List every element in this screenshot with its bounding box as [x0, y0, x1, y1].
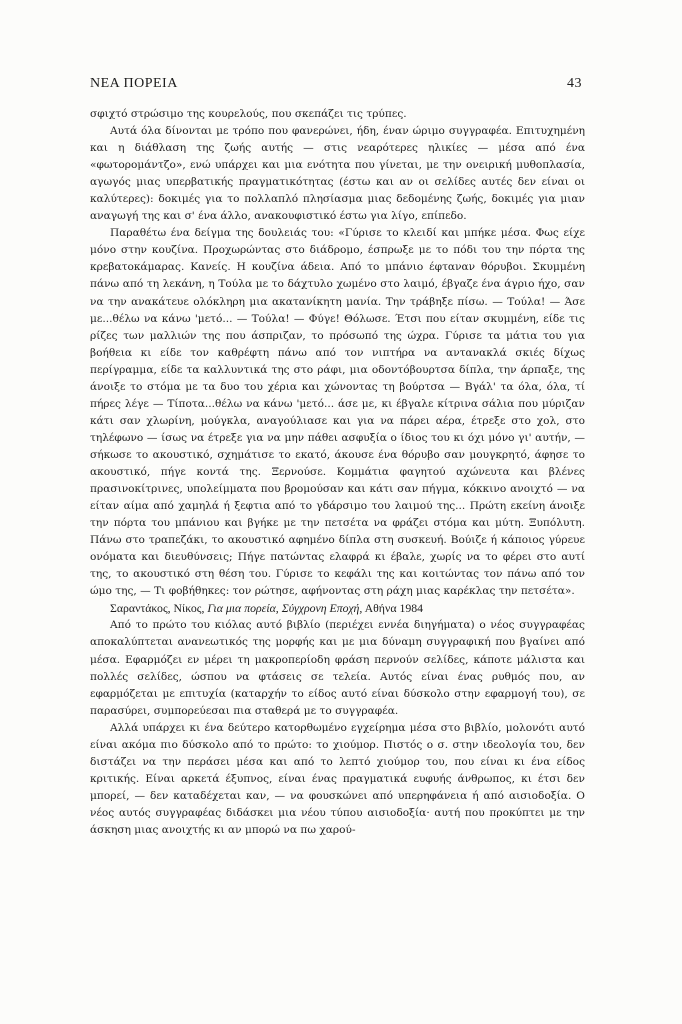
paragraph: Αλλά υπάρχει κι ένα δεύτερο κατορθωμένο εγχείρημα μέσα στο βιβλίο, μολονότι αυτό είναι ακόμα πιο δύσκολο από το πρώτο: το χιούμορ. Πιστός ο σ. στην ιδεολογία του, δεν διστάζει να την περάσει μέσα και από το λεπτό χιούμορ του, που είναι κι ένα είδος κριτικής. Είναι αρκετά έξυπνος, είναι ένας πραγματικά ευφυής άνθρωπος, κι έτσι δεν μπορεί, — δεν καταδέχεται καν, — να φουσκώνει από υπερηφάνεια ή από αισιοδοξία. Ο νέος αυτός συγγραφέας διδάσκει μια νέου τύπου αισιοδοξία· αυτή που προκύπτει με την άσκηση μιας ανοιχτής κι αν μπορώ να πω χαρού-	[90, 721, 585, 836]
article-body	[90, 106, 585, 839]
paragraph-continuation: σφιχτό στρώσιμο της κουρελούς, που σκεπάζει τις τρύπες.	[90, 108, 407, 120]
paragraph: Από το πρώτο του κιόλας αυτό βιβλίο (περιέχει εννέα διηγήματα) ο νέος συγγραφέας αποκαλύπτεται ανανεωτικός της μορφής και με μια δύναμη συγγραφική που βγαίνει από μέσα. Εφαρμόζει εν μέρει τη μακροπερίοδη φράση περνούν σελίδες, κάποτε μάλιστα και πολλές σελίδες, ώσπου να φτάσεις σε τελεία. Αυτός είναι ένας ρυθμός που, αν εφαρμόζεται με επιτυχία (καταρχήν το είδος αυτό είναι δύσκολο στην εφαρμογή του), σε παρασύρει, συμπορεύεσαι πια σταθερά με το συγγραφέα.	[90, 619, 585, 717]
paragraph-quote: Παραθέτω ένα δείγμα της δουλειάς του: «Γύρισε το κλειδί και μπήκε μέσα. Φως είχε μόνο στην κουζίνα. Προχωρώντας στο διάδρομο, έσπρωξε με το πόδι του την πόρτα της κρεβατοκάμαρας. Κανείς. Η κουζίνα άδεια. Από το μπάνιο έφταναν θόρυβοι. Σκυμμένη πάνω από τη λεκάνη, η Τούλα με το δάχτυλο χωμένο στο λαιμό, έβγαζε ένα άγριο ήχο, σαν να την ανακάτευε ολόκληρη μια ακατανίκητη μανία. Την τράβηξε πίσω. — Τούλα! — Άσε με...θέλω να κάνω 'μετό... — Τούλα! — Φύγε! Θόλωσε. Έτσι που είταν σκυμμένη, είδε τις ρίζες των μαλλιών της που άσπριζαν, το πρόσωπό της ώχρα. Γύρισε τα μάτια του για βοήθεια κι είδε τον καθρέφτη πάνω από τον νιπτήρα να αντανακλά σκιές δίχως περίγραμμα, είδε τα καλλυντικά της στο ράφι, μια οδοντόβουρτσα δίπλα, την άρπαξε, της άνοιξε το στόμα με τα δυο του χέρια και χώνοντας τη βούρτσα — Βγάλ' τα όλα, όλα, τί πήρες λέγε — Τίποτα...θέλω να κάνω 'μετό... άσε με, κι έβγαλε κίτρινα σάλια που μύριζαν κάτι σαν χλωρίνη, μούγκλα, αναγούλιασε και για να πάρει αέρα, έτρεξε στο χολ, στο τηλέφωνο — ίσως να έτρεξε για να μην πάθει ασφυξία ο ίδιος του κι όχι μόνο γι' αυτήν, — σήκωσε το ακουστικό, σχημάτισε το εκατό, άκουσε ένα θόρυβο σαν μουγκρητό, άφησε το ακουστικό, πήγε κοντά της. Ξερνούσε. Κομμάτια φαγητού αχώνευτα και βλένες πρασινοκίτρινες, υπολείμματα που βρομούσαν και κάτι σαν πήγμα, κόκκινο ανοιχτό — να είταν αίμα από χαμηλά ή ξεφτια από το γδάρσιμο του λαιμού της... Πρώτη εκείνη άνοιξε την πόρτα του μπάνιου και βγήκε με την πετσέτα να φράζει στόμα και μύτη. Ξυπόλυτη. Πάνω στο τραπεζάκι, το ακουστικό αφημένο δίπλα στη συσκευή. Βούιζε ή κάποιος γύρευε ονόματα και διευθύνσεις; Πήγε πατώντας ελαφρά κι έβαλε, χωρίς να το φέρει στο αυτί της, το ακουστικό στη θέση του. Γύρισε το κεφάλι της και κοιτώντας τον πάνω από τον ώμο της, — Τι φοβήθηκες: τον ρώτησε, αφήνοντας στη ράχη μιας καρέκλας την πετσέτα».	[90, 227, 585, 598]
journal-title: ΝΕΑ ΠΟΡΕΙΑ	[90, 76, 178, 91]
paragraph: Αυτά όλα δίνονται με τρόπο που φανερώνει, ήδη, έναν ώριμο συγγραφέα. Επιτυχημένη και η διάθλαση της ζωής αυτής — στις νεαρότερες ηλικίες — μέσα από ένα «φωτορομάντζο», ενώ υπάρχει και μια ενότητα που γίνεται, με την ονειρική μυθοπλασία, αγωγός μιας υπερβατικής πραγματικότητας (έστω και αν οι σελίδες αυτές δεν είναι οι καλύτερες): δοκιμές για το πολλαπλό πλησίασμα μιας δεδομένης ζωής, δοκιμές για μιαν αναγωγή της και σ' ένα άλλο, ανακουφιστικό έστω για λίγο, επίπεδο.	[90, 125, 585, 223]
review-author: Σαραντάκος, Νίκος,	[110, 601, 205, 616]
running-header	[90, 76, 582, 92]
review-heading	[90, 600, 585, 617]
review-place-year: Αθήνα 1984	[364, 601, 424, 616]
page-number: 43	[567, 76, 582, 91]
review-publisher: Σύγχρονη Εποχή,	[281, 601, 363, 616]
review-book-title: Για μια πορεία,	[207, 601, 279, 616]
